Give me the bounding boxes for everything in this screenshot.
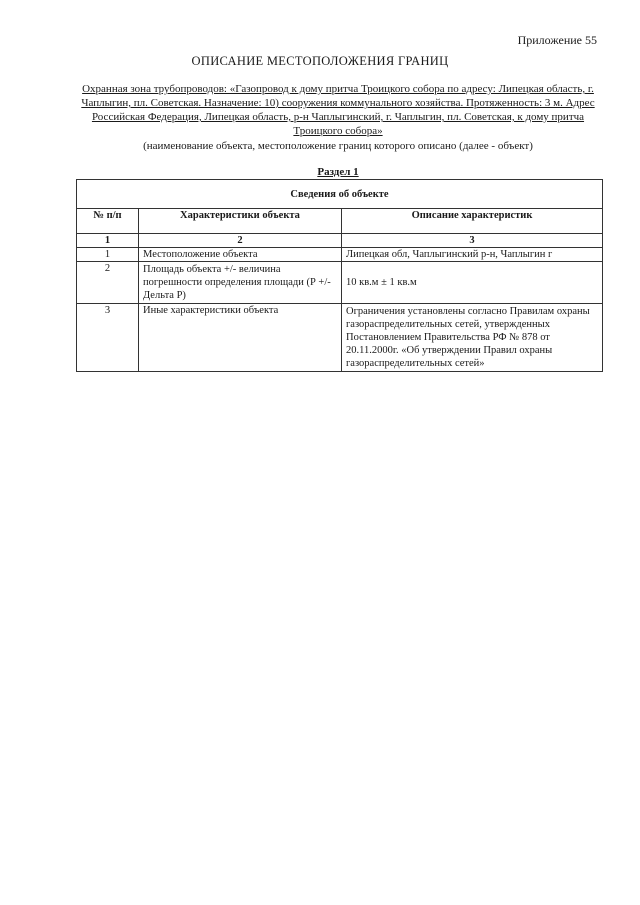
row-description: Липецкая обл, Чаплыгинский р-н, Чаплыгин г	[342, 248, 603, 262]
object-description: Охранная зона трубопроводов: «Газопровод к дому притча Троицкого собора по адресу: Липецкая область, г. Чаплыгин, пл. Советская. Назначение: 10) сооружения коммунального хозяйства. Протяженность: 3 м. Адрес Российская Федерация, Липецкая область, р-н Чаплыгинский, г. Чаплыгин, пл. Советская, к дому притча Троицкого собора»	[81, 83, 595, 137]
page-title: ОПИСАНИЕ МЕСТОПОЛОЖЕНИЯ ГРАНИЦ	[191, 54, 449, 68]
table-header-row	[77, 209, 603, 234]
row-characteristic: Иные характеристики объекта	[139, 304, 342, 372]
header-characteristic: Характеристики объекта	[139, 209, 342, 234]
column-number: 1	[77, 234, 139, 248]
row-characteristic: Площадь объекта +/- величина погрешности определения площади (Р +/- Дельта Р)	[139, 262, 342, 304]
section-title: Раздел 1	[317, 166, 359, 178]
header-description: Описание характеристик	[342, 209, 603, 234]
table-row	[77, 262, 603, 304]
table-row	[77, 248, 603, 262]
column-number: 3	[342, 234, 603, 248]
header-number: № п/п	[77, 209, 139, 234]
column-number: 2	[139, 234, 342, 248]
row-description: Ограничения установлены согласно Правилам охраны газораспределительных сетей, утвержденных Постановлением Правительства РФ № 878 от 20.11.2000г. «Об утверждении Правил охраны газораспределительных сетей»	[342, 304, 603, 372]
table-caption: Сведения об объекте	[77, 180, 603, 209]
row-number: 1	[77, 248, 139, 262]
row-number: 3	[77, 304, 139, 372]
row-description: 10 кв.м ± 1 кв.м	[342, 262, 603, 304]
row-number: 2	[77, 262, 139, 304]
object-info-table	[76, 179, 603, 372]
object-note: (наименование объекта, местоположение границ которого описано (далее - объект)	[143, 140, 533, 152]
table-row	[77, 304, 603, 372]
row-characteristic: Местоположение объекта	[139, 248, 342, 262]
table-caption-row	[77, 180, 603, 209]
column-number-row	[77, 234, 603, 248]
appendix-label: Приложение 55	[517, 33, 597, 47]
